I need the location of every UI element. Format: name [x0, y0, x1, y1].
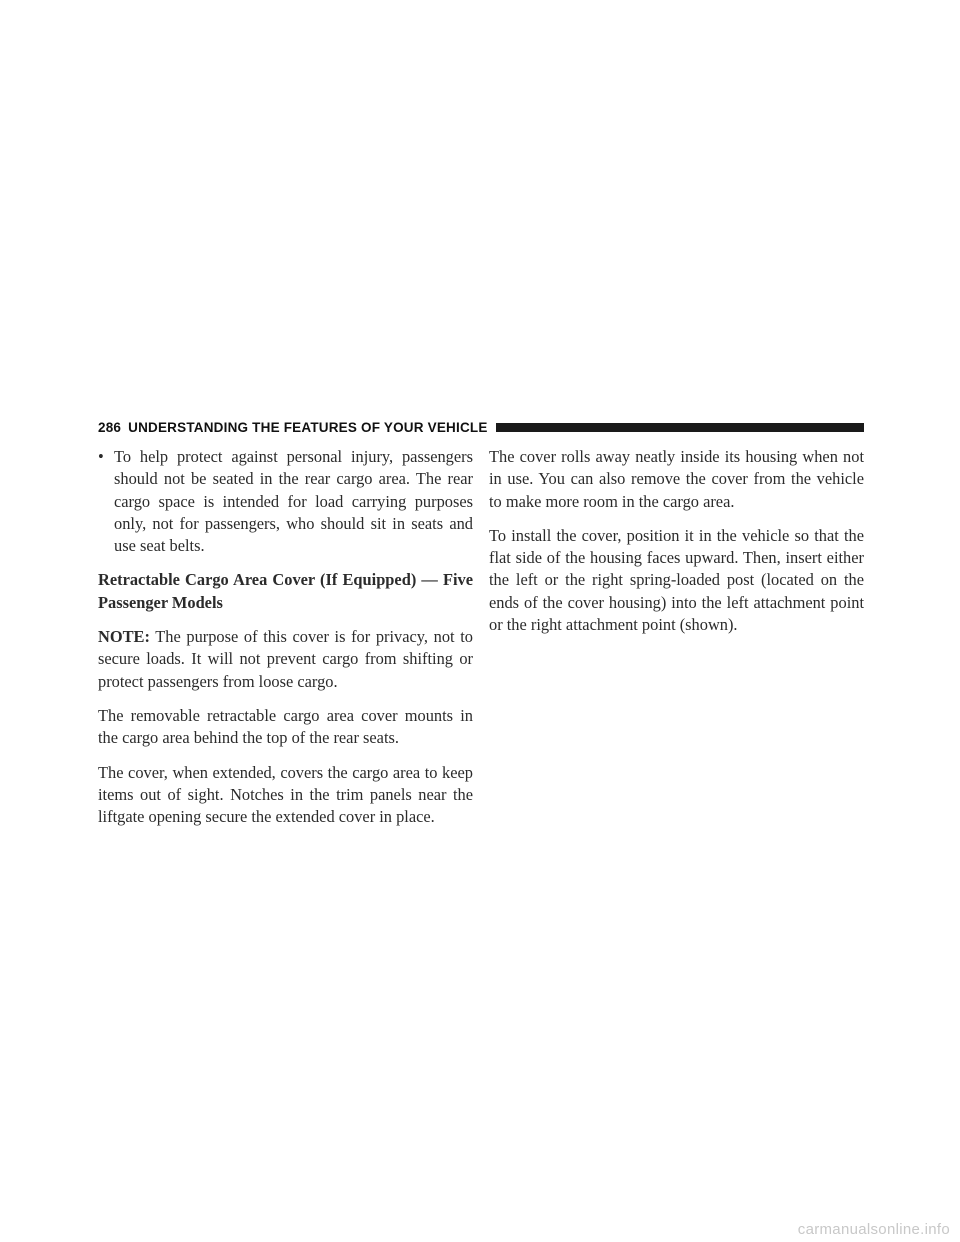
body-paragraph: The cover rolls away neatly inside its housing when not in use. You can also remove the cover from the vehicle to make more room in the cargo area. — [489, 447, 864, 511]
section-title: UNDERSTANDING THE FEATURES OF YOUR VEHICLE — [128, 419, 488, 435]
note-label: NOTE: — [98, 627, 150, 647]
bullet-symbol: • — [98, 447, 104, 466]
left-column — [98, 446, 473, 840]
body-paragraph: To install the cover, position it in the vehicle so that the flat side of the housing faces upward. Then, insert either the left or the right spring-loaded post (located on the ends of the cover housing) into the left attachment point or the right attachment point (shown). — [489, 525, 864, 635]
page-number: 286 — [98, 419, 122, 435]
bullet-item — [98, 446, 473, 557]
bullet-text: To help protect against personal injury, passengers should not be seated in the rear cargo area. The rear cargo space is intended for load carrying purposes only, not for passengers, who should sit in seats and use seat belts. — [114, 447, 473, 556]
header-rule — [496, 423, 864, 432]
note-paragraph — [98, 626, 473, 693]
body-paragraph: The cover, when extended, covers the cargo area to keep items out of sight. Notches in the trim panels near the liftgate opening secure the extended cover in place. — [98, 762, 473, 827]
watermark: carmanualsonline.info — [797, 1221, 950, 1238]
section-heading: Retractable Cargo Area Cover (If Equipped) — Five Passenger Models — [98, 570, 473, 612]
right-column — [489, 446, 864, 648]
page-header — [98, 418, 864, 436]
note-text: The purpose of this cover is for privacy, not to secure loads. It will not prevent cargo from shifting or protect passengers from loose cargo. — [98, 627, 473, 691]
body-paragraph: The removable retractable cargo area cover mounts in the cargo area behind the top of the rear seats. — [98, 705, 473, 748]
